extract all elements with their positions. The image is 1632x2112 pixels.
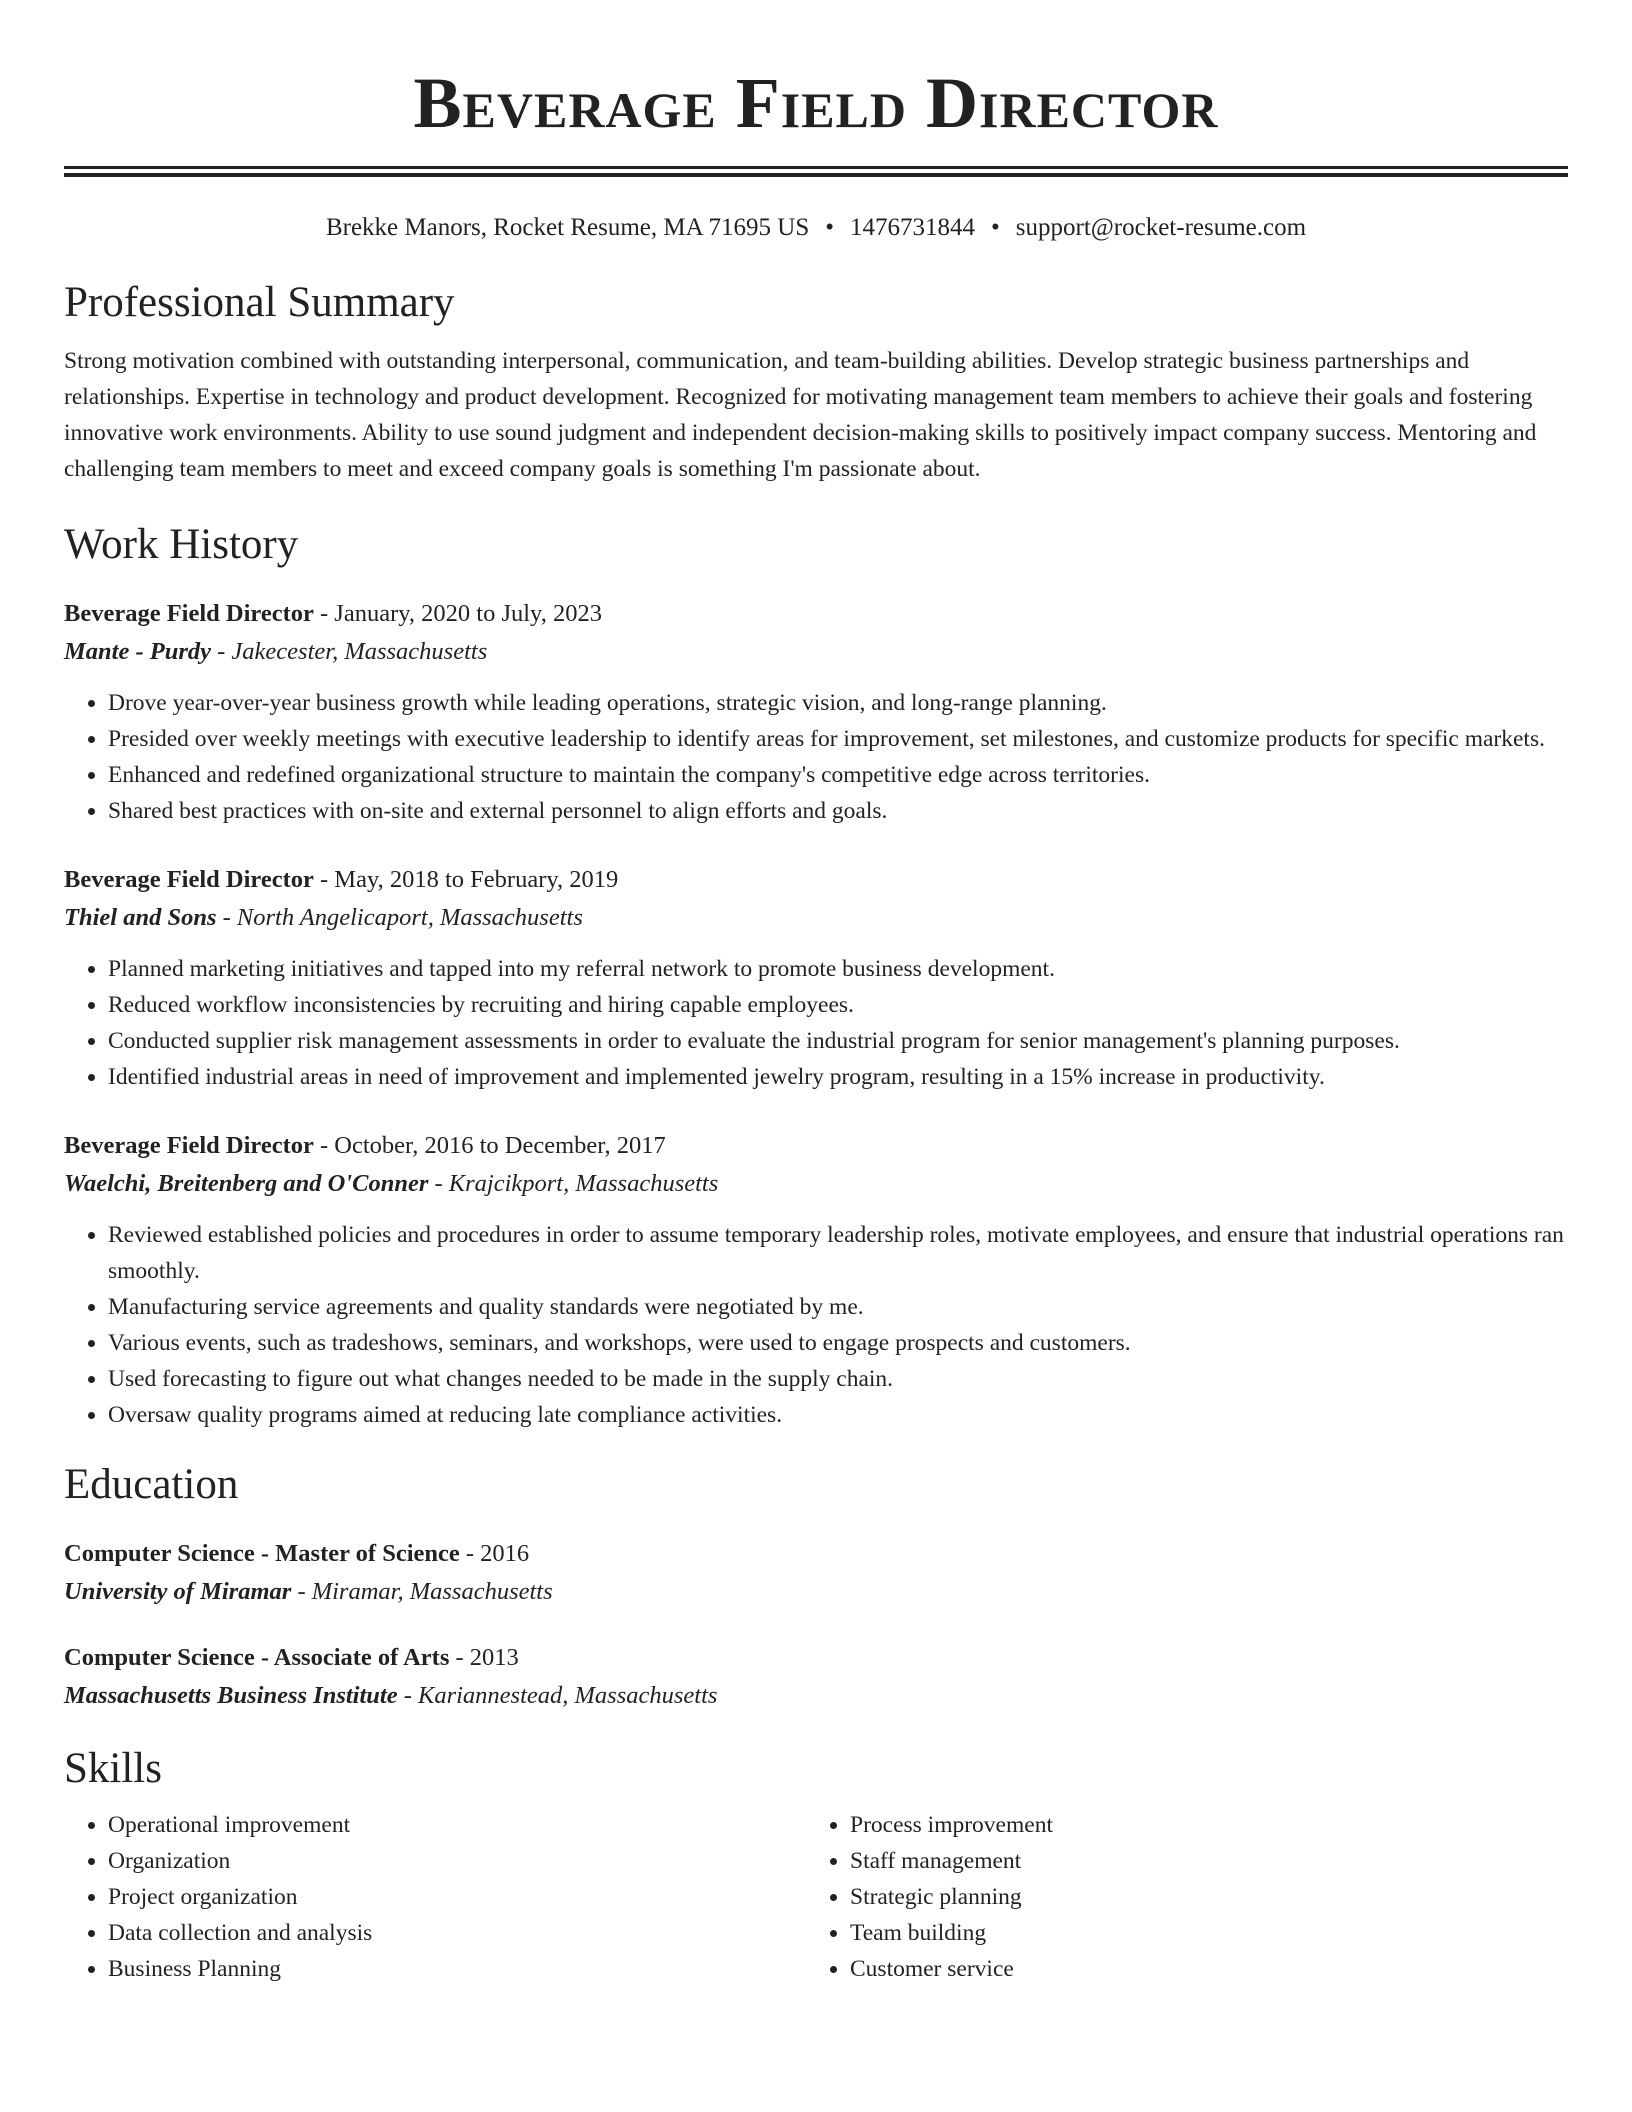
job-title-line xyxy=(64,861,1568,899)
job-location: - Krajcikport, Massachusetts xyxy=(428,1170,719,1197)
job-bullet: • Shared best practices with on-site and external personnel to align efforts and goals. xyxy=(108,793,1568,829)
school-name: University of Miramar xyxy=(64,1578,292,1605)
skills-column-right xyxy=(806,1807,1548,1987)
degree-line xyxy=(64,1535,1568,1573)
candidate-name: Beverage Field Director xyxy=(413,63,1219,143)
job-bullet: • Oversaw quality programs aimed at reducing late compliance activities. xyxy=(108,1397,1568,1433)
school-location: - Kariannestead, Massachusetts xyxy=(397,1682,718,1709)
skills-grid xyxy=(64,1807,1568,1987)
skill-item: • Team building xyxy=(850,1915,1548,1951)
job-bullets xyxy=(64,1217,1568,1433)
education-entry xyxy=(64,1535,1568,1611)
summary-section xyxy=(64,275,1568,487)
job-bullet: • Enhanced and redefined organizational structure to maintain the company's competitive edge across territories. xyxy=(108,757,1568,793)
skills-section xyxy=(64,1741,1568,1987)
skills-list-left xyxy=(64,1807,806,1987)
job-entry xyxy=(64,1127,1568,1433)
contact-email: support@rocket-resume.com xyxy=(1015,214,1307,241)
job-location: - North Angelicaport, Massachusetts xyxy=(216,904,583,931)
job-bullet: • Various events, such as tradeshows, seminars, and workshops, were used to engage prospects and customers. xyxy=(108,1325,1568,1361)
section-heading-work: Work History xyxy=(64,521,299,568)
job-bullets xyxy=(64,951,1568,1095)
job-bullet: • Identified industrial areas in need of improvement and implemented jewelry program, resulting in a 15% increase in productivity. xyxy=(108,1059,1568,1095)
job-dates: - January, 2020 to July, 2023 xyxy=(313,600,602,627)
work-history-section xyxy=(64,517,1568,1433)
job-dates: - May, 2018 to February, 2019 xyxy=(313,866,619,893)
job-entry xyxy=(64,595,1568,829)
section-heading-skills: Skills xyxy=(64,1745,162,1792)
job-dates: - October, 2016 to December, 2017 xyxy=(313,1132,666,1159)
job-title-line xyxy=(64,595,1568,633)
school-line xyxy=(64,1677,1568,1715)
job-company-line xyxy=(64,1165,1568,1203)
job-bullet: • Reduced workflow inconsistencies by recruiting and hiring capable employees. xyxy=(108,987,1568,1023)
job-bullet: • Manufacturing service agreements and quality standards were negotiated by me. xyxy=(108,1289,1568,1325)
contact-separator: • xyxy=(991,214,1000,241)
skills-list-right xyxy=(806,1807,1548,1987)
education-section xyxy=(64,1457,1568,1715)
degree-year: - 2013 xyxy=(449,1644,519,1671)
contact-separator: • xyxy=(825,214,834,241)
school-name: Massachusetts Business Institute xyxy=(64,1682,398,1709)
job-location: - Jakecester, Massachusetts xyxy=(211,638,488,665)
job-company-line xyxy=(64,899,1568,937)
school-location: - Miramar, Massachusetts xyxy=(291,1578,553,1605)
education-entry xyxy=(64,1639,1568,1715)
summary-text: Strong motivation combined with outstanding interpersonal, communication, and team-building abilities. Develop strategic business partnerships and relationships. Expertise in technology and product development. Recognized for motivating management team members to achieve their goals and fostering innovative work environments. Ability to use sound judgment and independent decision-making skills to positively impact company success. Mentoring and challenging team members to meet and exceed company goals is something I'm passionate about. xyxy=(64,348,1537,482)
school-line xyxy=(64,1573,1568,1611)
section-heading-education: Education xyxy=(64,1461,239,1508)
job-title-line xyxy=(64,1127,1568,1165)
skill-item: • Organization xyxy=(108,1843,806,1879)
skill-item: • Customer service xyxy=(850,1951,1548,1987)
degree: Computer Science - Master of Science xyxy=(64,1540,460,1567)
skill-item: • Process improvement xyxy=(850,1807,1548,1843)
job-bullet: • Reviewed established policies and procedures in order to assume temporary leadership roles, motivate employees, and ensure that industrial operations ran smoothly. xyxy=(108,1217,1568,1289)
skill-item: • Data collection and analysis xyxy=(108,1915,806,1951)
contact-line xyxy=(64,211,1568,245)
header-divider xyxy=(64,166,1568,177)
skill-item: • Staff management xyxy=(850,1843,1548,1879)
contact-phone: 1476731844 xyxy=(850,214,975,241)
job-title: Beverage Field Director xyxy=(64,866,314,893)
job-bullet: • Drove year-over-year business growth while leading operations, strategic vision, and long-range planning. xyxy=(108,685,1568,721)
job-bullet: • Planned marketing initiatives and tapped into my referral network to promote business development. xyxy=(108,951,1568,987)
job-bullet: • Conducted supplier risk management assessments in order to evaluate the industrial program for senior management's planning purposes. xyxy=(108,1023,1568,1059)
skill-item: • Business Planning xyxy=(108,1951,806,1987)
job-company-line xyxy=(64,633,1568,671)
degree-year: - 2016 xyxy=(459,1540,530,1567)
skill-item: • Operational improvement xyxy=(108,1807,806,1843)
job-entry xyxy=(64,861,1568,1095)
job-company: Thiel and Sons xyxy=(64,904,217,931)
job-company: Waelchi, Breitenberg and O'Conner xyxy=(64,1170,429,1197)
contact-address: Brekke Manors, Rocket Resume, MA 71695 US xyxy=(325,214,810,241)
degree-line xyxy=(64,1639,1568,1677)
job-title: Beverage Field Director xyxy=(64,1132,314,1159)
skill-item: • Strategic planning xyxy=(850,1879,1548,1915)
job-bullet: • Presided over weekly meetings with executive leadership to identify areas for improvement, set milestones, and customize products for specific markets. xyxy=(108,721,1568,757)
job-title: Beverage Field Director xyxy=(64,600,314,627)
skill-item: • Project organization xyxy=(108,1879,806,1915)
job-bullet: • Used forecasting to figure out what changes needed to be made in the supply chain. xyxy=(108,1361,1568,1397)
job-bullets xyxy=(64,685,1568,829)
section-heading-summary: Professional Summary xyxy=(64,279,455,326)
skills-column-left xyxy=(64,1807,806,1987)
degree: Computer Science - Associate of Arts xyxy=(64,1644,450,1671)
job-company: Mante - Purdy xyxy=(64,638,211,665)
